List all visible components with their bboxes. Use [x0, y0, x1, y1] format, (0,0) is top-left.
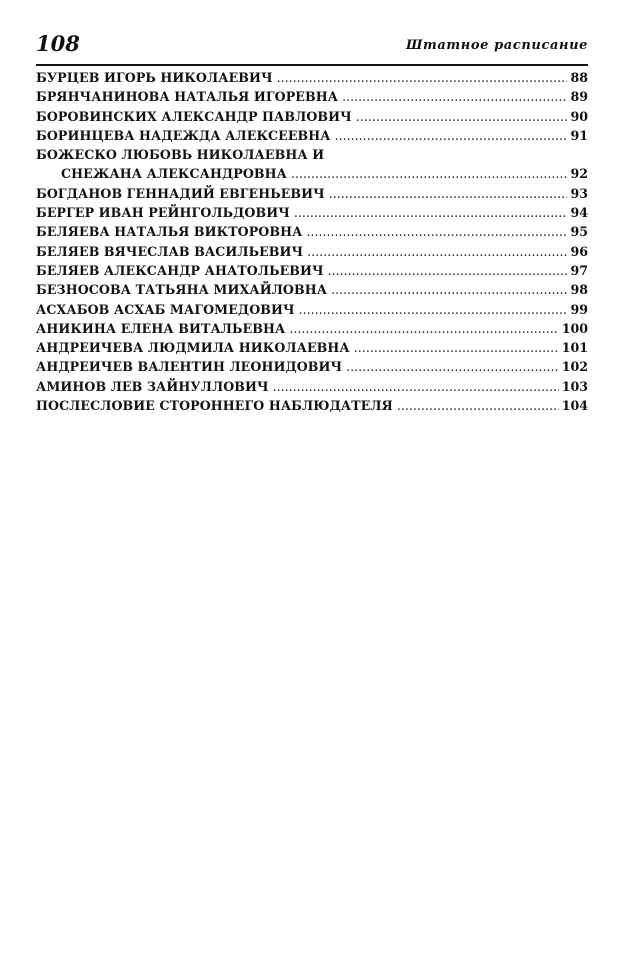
toc-line: [36, 261, 588, 280]
toc-entry-name: БОГДАНОВ ГЕННАДИЙ ЕВГЕНЬЕВИЧ: [36, 185, 325, 201]
toc-page-number: 94: [570, 205, 588, 221]
toc-entry: [36, 357, 588, 376]
dot-leader: [342, 87, 567, 106]
toc-line: [36, 396, 588, 415]
toc-line: [36, 300, 588, 319]
toc-entry: [36, 242, 588, 261]
page-number: 108: [36, 31, 80, 56]
toc-page-number: 104: [561, 398, 588, 414]
toc-entry-name: БОРИНЦЕВА НАДЕЖДА АЛЕКСЕЕВНА: [36, 127, 331, 143]
dot-leader: [294, 203, 568, 222]
toc-line: [36, 68, 588, 87]
toc-entry-name: АМИНОВ ЛЕВ ЗАЙНУЛЛОВИЧ: [36, 378, 269, 394]
toc-line: [36, 107, 588, 126]
toc-entry: [36, 126, 588, 145]
toc-line: [36, 357, 588, 376]
toc-entry: [36, 300, 588, 319]
dot-leader: [335, 126, 568, 145]
toc-entry-name: БЕЗНОСОВА ТАТЬЯНА МИХАЙЛОВНА: [36, 282, 328, 298]
toc-entry: [36, 280, 588, 299]
toc-entry: [36, 377, 588, 396]
toc-line: [36, 242, 588, 261]
toc-page-number: 92: [570, 166, 588, 182]
running-header-title: Штатное расписание: [405, 38, 588, 53]
toc-entry-name: БЕЛЯЕВ ВЯЧЕСЛАВ ВАСИЛЬЕВИЧ: [36, 243, 304, 259]
toc-page-number: 91: [570, 127, 588, 143]
dot-leader: [277, 68, 568, 87]
dot-leader: [289, 319, 558, 338]
toc-entry-name: БОЖЕСКО ЛЮБОВЬ НИКОЛАЕВНА И: [36, 147, 325, 163]
toc-entry: [36, 87, 588, 106]
dot-leader: [273, 377, 559, 396]
toc-page-number: 101: [561, 340, 588, 356]
toc-page-number: 102: [561, 359, 588, 375]
dot-leader: [329, 184, 568, 203]
dot-leader: [306, 222, 567, 241]
toc-line: [36, 164, 588, 183]
toc-entry: [36, 338, 588, 357]
toc-entry-name: БУРЦЕВ ИГОРЬ НИКОЛАЕВИЧ: [36, 70, 273, 85]
toc-page-number: 97: [570, 262, 588, 278]
toc-entry: [36, 396, 588, 415]
toc-entry-name: БРЯНЧАНИНОВА НАТАЛЬЯ ИГОРЕВНА: [36, 89, 339, 105]
toc-entry-name: БЕЛЯЕВ АЛЕКСАНДР АНАТОЛЬЕВИЧ: [36, 262, 324, 278]
toc-line: [36, 87, 588, 106]
toc-line: [36, 222, 588, 241]
toc-line: [36, 338, 588, 357]
toc-entry: [36, 184, 588, 203]
toc-page-number: 95: [570, 224, 588, 240]
table-of-contents: [36, 68, 588, 415]
toc-line: [36, 377, 588, 396]
dot-leader: [299, 300, 568, 319]
toc-line: [36, 184, 588, 203]
toc-entry-name: АНИКИНА ЕЛЕНА ВИТАЛЬЕВНА: [36, 320, 286, 336]
toc-page-number: 90: [570, 108, 588, 124]
toc-page-number: 93: [570, 185, 588, 201]
dot-leader: [328, 261, 568, 280]
dot-leader: [307, 242, 567, 261]
toc-page-number: 89: [570, 89, 588, 105]
toc-entry: [36, 68, 588, 87]
dot-leader: [346, 357, 559, 376]
toc-entry-name: БЕРГЕР ИВАН РЕЙНГОЛЬДОВИЧ: [36, 205, 290, 221]
toc-entry-name: БЕЛЯЕВА НАТАЛЬЯ ВИКТОРОВНА: [36, 224, 303, 240]
dot-leader: [397, 396, 559, 415]
dot-leader: [354, 338, 559, 357]
running-header: [36, 30, 588, 66]
toc-page-number: 103: [561, 378, 588, 394]
toc-page-number: 100: [561, 320, 588, 336]
toc-page-number: 88: [570, 70, 588, 85]
toc-page-number: 98: [570, 282, 588, 298]
dot-leader: [356, 107, 568, 126]
toc-entry-name: АНДРЕИЧЕВ ВАЛЕНТИН ЛЕОНИДОВИЧ: [36, 359, 343, 375]
toc-entry-name: АСХАБОВ АСХАБ МАГОМЕДОВИЧ: [36, 301, 295, 317]
dot-leader: [331, 280, 567, 299]
toc-line: [36, 319, 588, 338]
toc-entry-name-continued: СНЕЖАНА АЛЕКСАНДРОВНА: [61, 166, 288, 182]
toc-entry: [36, 203, 588, 222]
toc-line: [36, 203, 588, 222]
toc-line: [36, 280, 588, 299]
dot-leader: [291, 164, 567, 183]
toc-entry: [36, 222, 588, 241]
toc-line: [36, 126, 588, 145]
toc-page-number: 99: [570, 301, 588, 317]
toc-entry: [36, 145, 588, 184]
toc-entry: [36, 261, 588, 280]
toc-entry-name: АНДРЕИЧЕВА ЛЮДМИЛА НИКОЛАЕВНА: [36, 340, 350, 356]
toc-entry-name: БОРОВИНСКИХ АЛЕКСАНДР ПАВЛОВИЧ: [36, 108, 352, 124]
toc-entry-name: ПОСЛЕСЛОВИЕ СТОРОННЕГО НАБЛЮДАТЕЛЯ: [36, 398, 393, 414]
toc-line: [36, 145, 588, 164]
toc-entry: [36, 107, 588, 126]
toc-page-number: 96: [570, 243, 588, 259]
toc-entry: [36, 319, 588, 338]
